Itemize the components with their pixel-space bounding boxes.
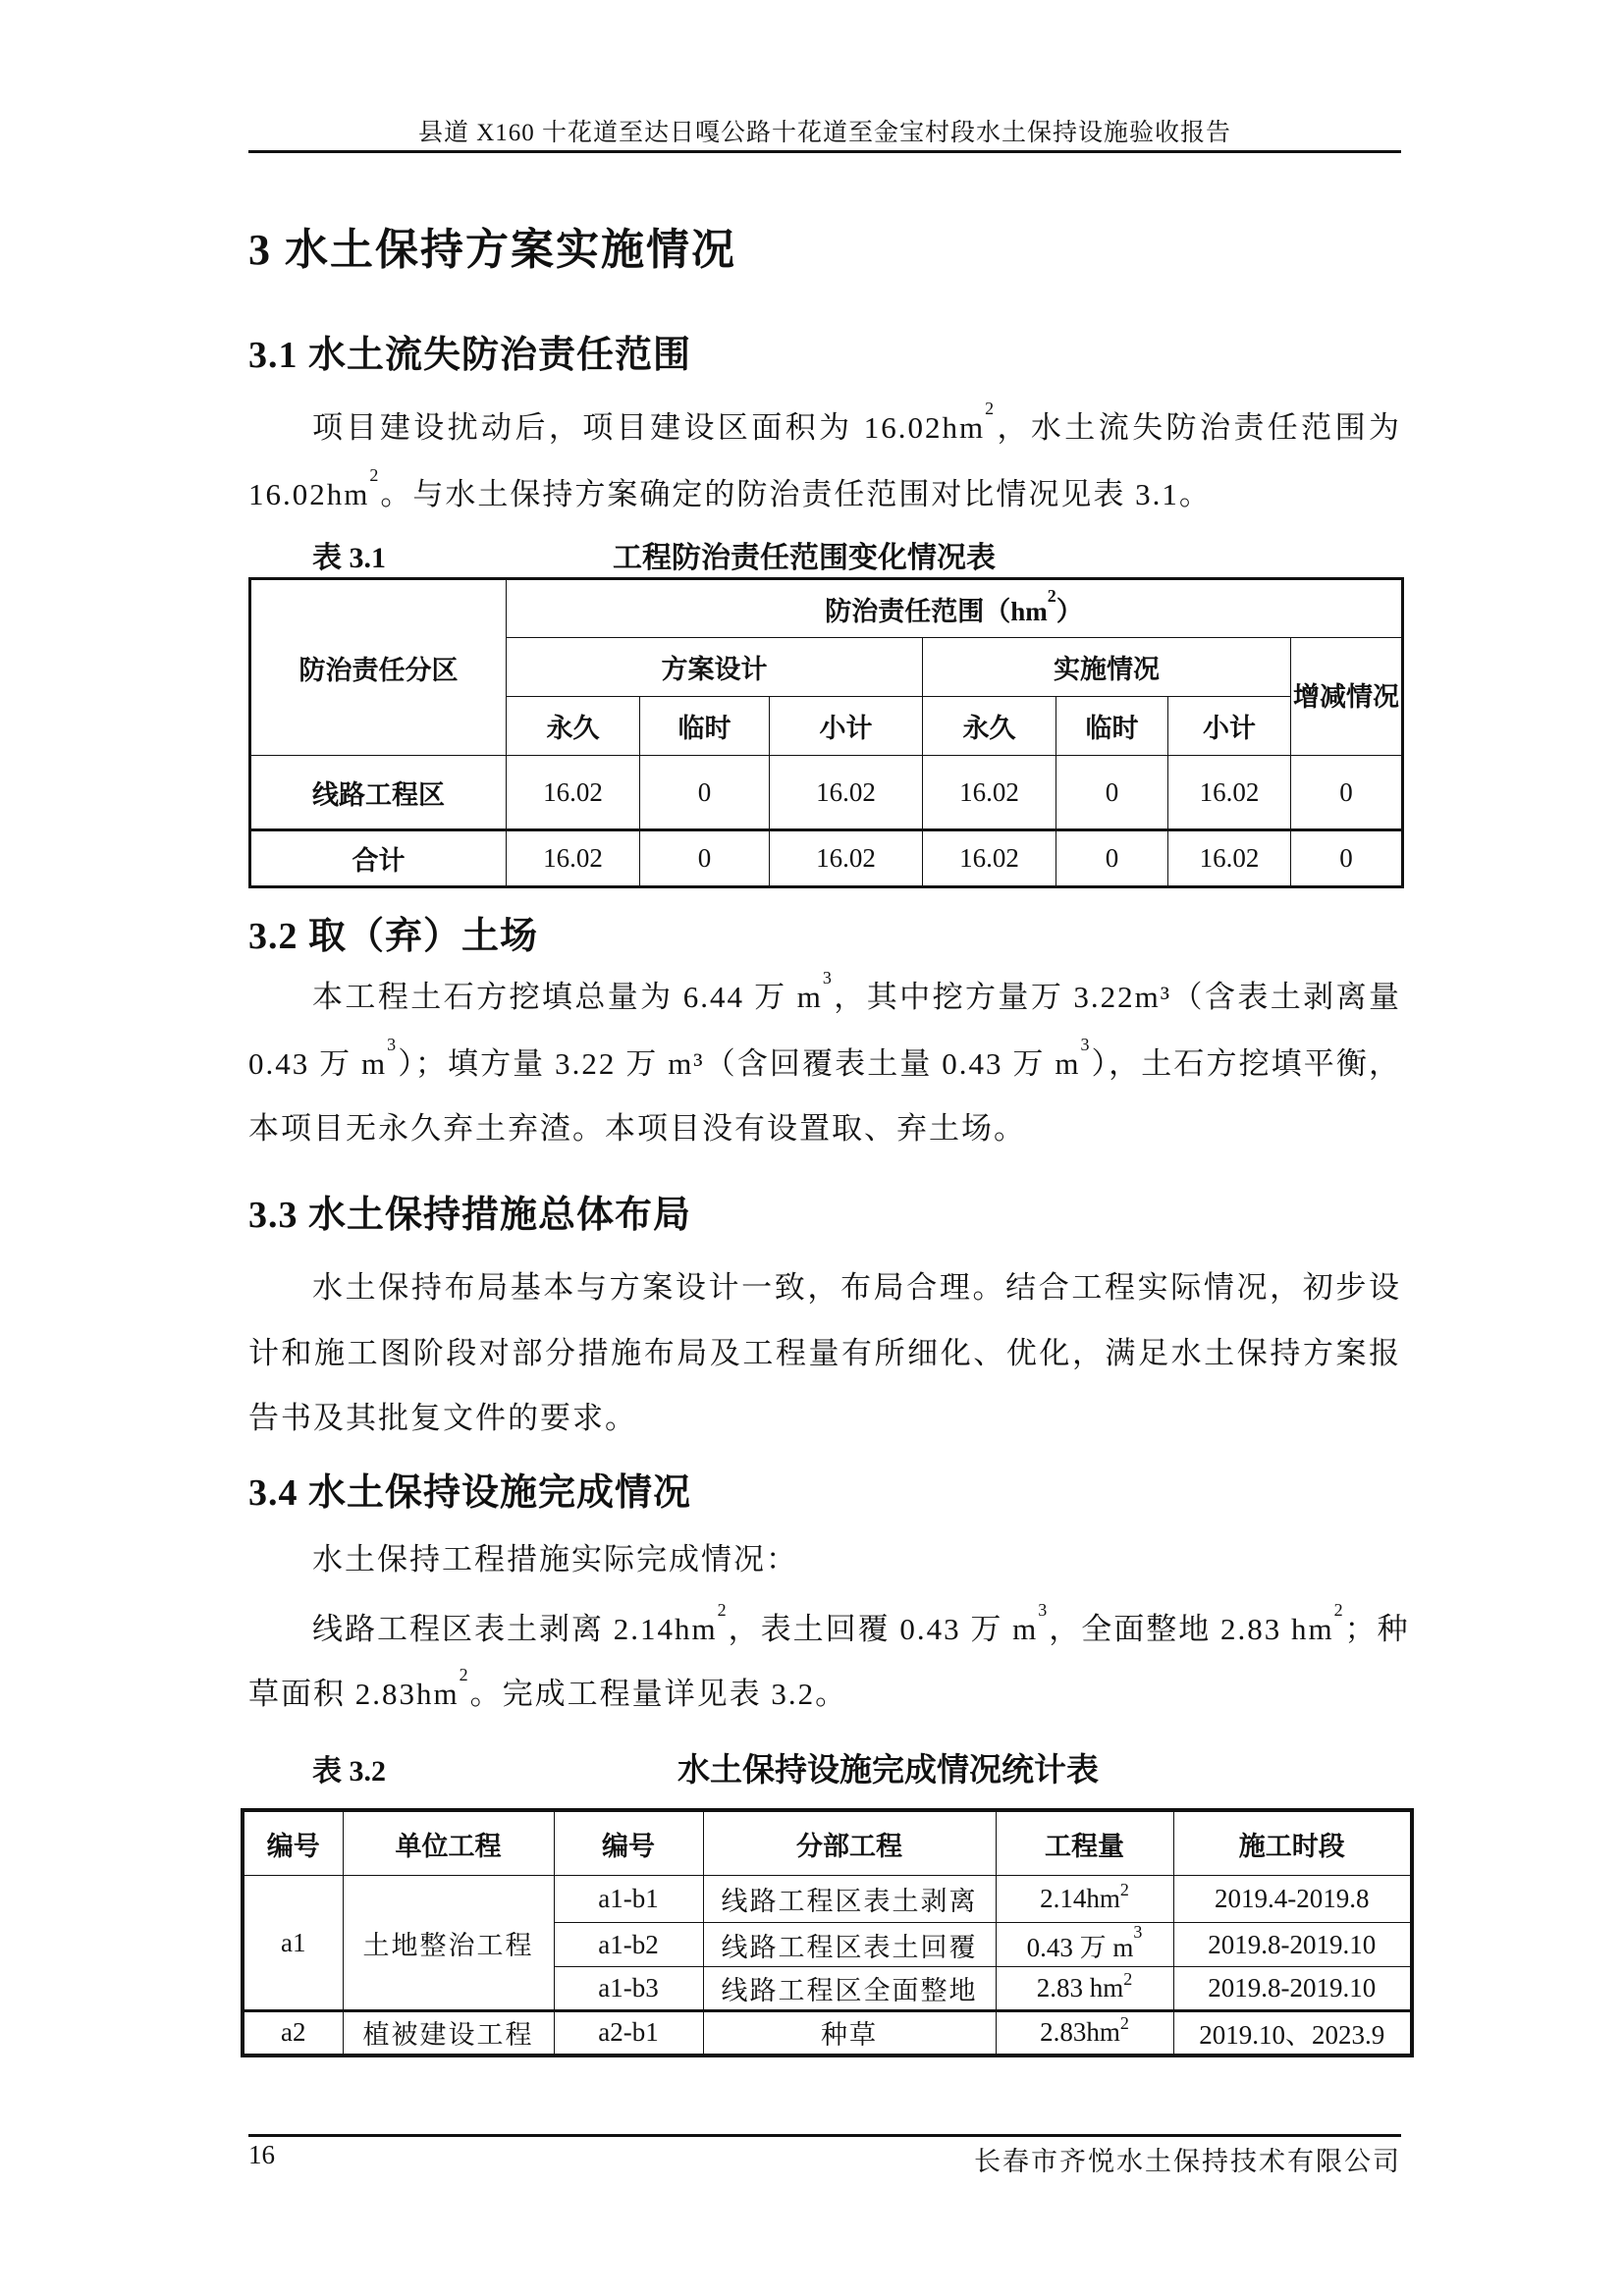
text-run: ，水土流失防治责任范围为 xyxy=(996,410,1401,445)
period-cell: 2019.10、2023.9 xyxy=(1173,2011,1412,2056)
value-cell: 0 xyxy=(640,756,770,830)
table-row xyxy=(243,1876,1412,1923)
superscript: 2 xyxy=(1333,1600,1345,1620)
text-run: ，表土回覆 0.43 万 m xyxy=(728,1612,1039,1646)
item-name-cell: 线路工程区全面整地 xyxy=(703,1967,996,2011)
page-number: 16 xyxy=(248,2140,275,2169)
paragraph-line xyxy=(248,1665,1401,1713)
value-cell: 16.02 xyxy=(923,756,1056,830)
item-id-cell: a1-b2 xyxy=(554,1923,703,1967)
qty-value: 2.14hm xyxy=(1040,1884,1120,1913)
subheader-cell: 小计 xyxy=(1168,697,1291,756)
header-cell: 施工时段 xyxy=(1173,1810,1412,1876)
header-cell: 单位工程 xyxy=(343,1810,554,1876)
period-cell: 2019.8-2019.10 xyxy=(1173,1967,1412,2011)
table2-label: 表 3.2 xyxy=(312,1755,386,1788)
paragraph-line xyxy=(312,399,1401,447)
header-change: 增减情况 xyxy=(1291,638,1403,756)
paragraph-line xyxy=(248,1393,1401,1437)
paragraph-line xyxy=(312,1600,1410,1648)
text-run: ），土石方挖填平衡， xyxy=(1091,1046,1401,1081)
item-id-cell: a1-b3 xyxy=(554,1967,703,2011)
superscript: 2 xyxy=(717,1600,729,1620)
superscript: 2 xyxy=(985,399,997,418)
value-cell: 16.02 xyxy=(770,756,923,830)
qty-cell xyxy=(996,1876,1173,1923)
qty-cell xyxy=(996,2011,1173,2056)
section-title-3-3: 3.3 水土保持措施总体布局 xyxy=(248,1195,692,1236)
qty-unit-exponent: 2 xyxy=(1119,2013,1129,2034)
chapter-title: 3 水土保持方案实施情况 xyxy=(248,226,736,274)
value-cell: 0 xyxy=(1291,756,1403,830)
header-rule xyxy=(248,150,1401,153)
item-name-cell: 线路工程区表土回覆 xyxy=(703,1923,996,1967)
section-title-3-4: 3.4 水土保持设施完成情况 xyxy=(248,1472,692,1514)
subheader-cell: 永久 xyxy=(507,697,640,756)
qty-cell xyxy=(996,1967,1173,2011)
text-run: 项目建设扰动后，项目建设区面积为 16.02hm xyxy=(312,410,986,445)
item-id-cell: a2-b1 xyxy=(554,2011,703,2056)
text-run: 。与水土保持方案确定的防治责任范围对比情况见表 3.1。 xyxy=(380,477,1212,511)
qty-unit-exponent: 2 xyxy=(1119,1880,1129,1899)
table2-title: 水土保持设施完成情况统计表 xyxy=(677,1753,1099,1789)
qty-unit-exponent: 3 xyxy=(1133,1921,1143,1942)
paragraph-line xyxy=(248,1035,1401,1083)
running-header: 县道 X160 十花道至达日嘎公路十花道至金宝村段水土保持设施验收报告 xyxy=(417,120,1232,146)
table-row xyxy=(250,830,1403,887)
text-run: 本工程土石方挖填总量为 6.44 万 m xyxy=(312,980,823,1014)
zone-cell: 合计 xyxy=(250,830,507,887)
paragraph-line xyxy=(248,1103,1401,1148)
text-run: ，全面整地 2.83 hm xyxy=(1049,1612,1334,1646)
header-cell: 工程量 xyxy=(996,1810,1173,1876)
zone-cell: 线路工程区 xyxy=(250,756,507,830)
qty-value: 0.43 万 m xyxy=(1026,1932,1134,1962)
section-title-3-2: 3.2 取（弃）土场 xyxy=(248,916,539,957)
text-run: 水土保持工程措施实际完成情况： xyxy=(312,1542,798,1576)
value-cell: 16.02 xyxy=(770,830,923,887)
item-name-cell: 线路工程区表土剥离 xyxy=(703,1876,996,1923)
value-cell: 0 xyxy=(640,830,770,887)
header-plan: 方案设计 xyxy=(507,638,923,697)
item-name-cell: 种草 xyxy=(703,2011,996,2056)
text-run: 计和施工图阶段对部分措施布局及工程量有所细化、优化，满足水土保持方案报 xyxy=(248,1336,1401,1370)
value-cell: 16.02 xyxy=(1168,830,1291,887)
section-title-3-1: 3.1 水土流失防治责任范围 xyxy=(248,335,692,376)
header-zone: 防治责任分区 xyxy=(250,579,507,756)
subheader-cell: 永久 xyxy=(923,697,1056,756)
qty-value: 2.83 hm xyxy=(1036,1973,1124,2002)
text-run: 0.43 万 m xyxy=(248,1046,388,1081)
superscript: 3 xyxy=(1080,1035,1092,1054)
qty-value: 2.83hm xyxy=(1040,2017,1120,2048)
superscript: 3 xyxy=(387,1035,399,1054)
value-cell: 0 xyxy=(1291,830,1403,887)
item-id-cell: a1-b1 xyxy=(554,1876,703,1923)
unit-cell: 植被建设工程 xyxy=(343,2011,554,2056)
paragraph-line xyxy=(312,968,1401,1016)
text-run: 16.02hm xyxy=(248,477,370,511)
paragraph-line xyxy=(248,1328,1401,1372)
text-run: 草面积 2.83hm xyxy=(248,1677,460,1711)
period-cell: 2019.8-2019.10 xyxy=(1173,1923,1412,1967)
text-run: 告书及其批复文件的要求。 xyxy=(248,1401,637,1435)
paragraph-line xyxy=(248,465,1401,513)
text-run: ）；填方量 3.22 万 m³（含回覆表土量 0.43 万 m xyxy=(398,1046,1081,1081)
superscript: 3 xyxy=(822,968,834,988)
qty-unit-exponent: 2 xyxy=(1123,1969,1133,1989)
value-cell: 0 xyxy=(1056,830,1168,887)
header-cell: 编号 xyxy=(554,1810,703,1876)
value-cell: 16.02 xyxy=(1168,756,1291,830)
superscript: 2 xyxy=(459,1665,470,1684)
group-id-cell: a2 xyxy=(243,2011,343,2056)
text-run: ，其中挖方量万 3.22m³（含表土剥离量 xyxy=(833,980,1401,1014)
text-run: ；种 xyxy=(1344,1612,1410,1646)
value-cell: 16.02 xyxy=(923,830,1056,887)
group-id-cell: a1 xyxy=(243,1876,343,2011)
table-responsibility-range xyxy=(248,577,1404,888)
subheader-cell: 小计 xyxy=(770,697,923,756)
table-row xyxy=(250,756,1403,830)
footer-rule xyxy=(248,2134,1401,2137)
table1-title: 工程防治责任范围变化情况表 xyxy=(613,542,996,574)
text-run: 水土保持布局基本与方案设计一致，布局合理。结合工程实际情况，初步设 xyxy=(312,1270,1401,1305)
subheader-cell: 临时 xyxy=(1056,697,1168,756)
unit-cell: 土地整治工程 xyxy=(343,1876,554,2011)
value-cell: 16.02 xyxy=(507,756,640,830)
header-cell: 编号 xyxy=(243,1810,343,1876)
value-cell: 16.02 xyxy=(507,830,640,887)
text-run: 线路工程区表土剥离 2.14hm xyxy=(312,1612,718,1646)
table-row xyxy=(243,2011,1412,2056)
header-impl: 实施情况 xyxy=(923,638,1291,697)
value-cell: 0 xyxy=(1056,756,1168,830)
header-range: 防治责任范围$(hm^2)$ xyxy=(507,579,1403,638)
superscript: 2 xyxy=(369,465,381,485)
text-run: 本项目无永久弃土弃渣。本项目没有设置取、弃土场。 xyxy=(248,1111,1026,1146)
subheader-cell: 临时 xyxy=(640,697,770,756)
period-cell: 2019.4-2019.8 xyxy=(1173,1876,1412,1923)
paragraph-line xyxy=(312,1534,1401,1578)
paragraph-line xyxy=(312,1262,1401,1307)
qty-cell xyxy=(996,1923,1173,1967)
text-run: 。完成工程量详见表 3.2。 xyxy=(469,1677,848,1711)
superscript: 3 xyxy=(1038,1600,1050,1620)
header-cell: 分部工程 xyxy=(703,1810,996,1876)
table-completion-stats xyxy=(241,1808,1414,2057)
table1-label: 表 3.1 xyxy=(312,542,386,574)
footer-company: 长春市齐悦水土保持技术有限公司 xyxy=(974,2147,1401,2176)
